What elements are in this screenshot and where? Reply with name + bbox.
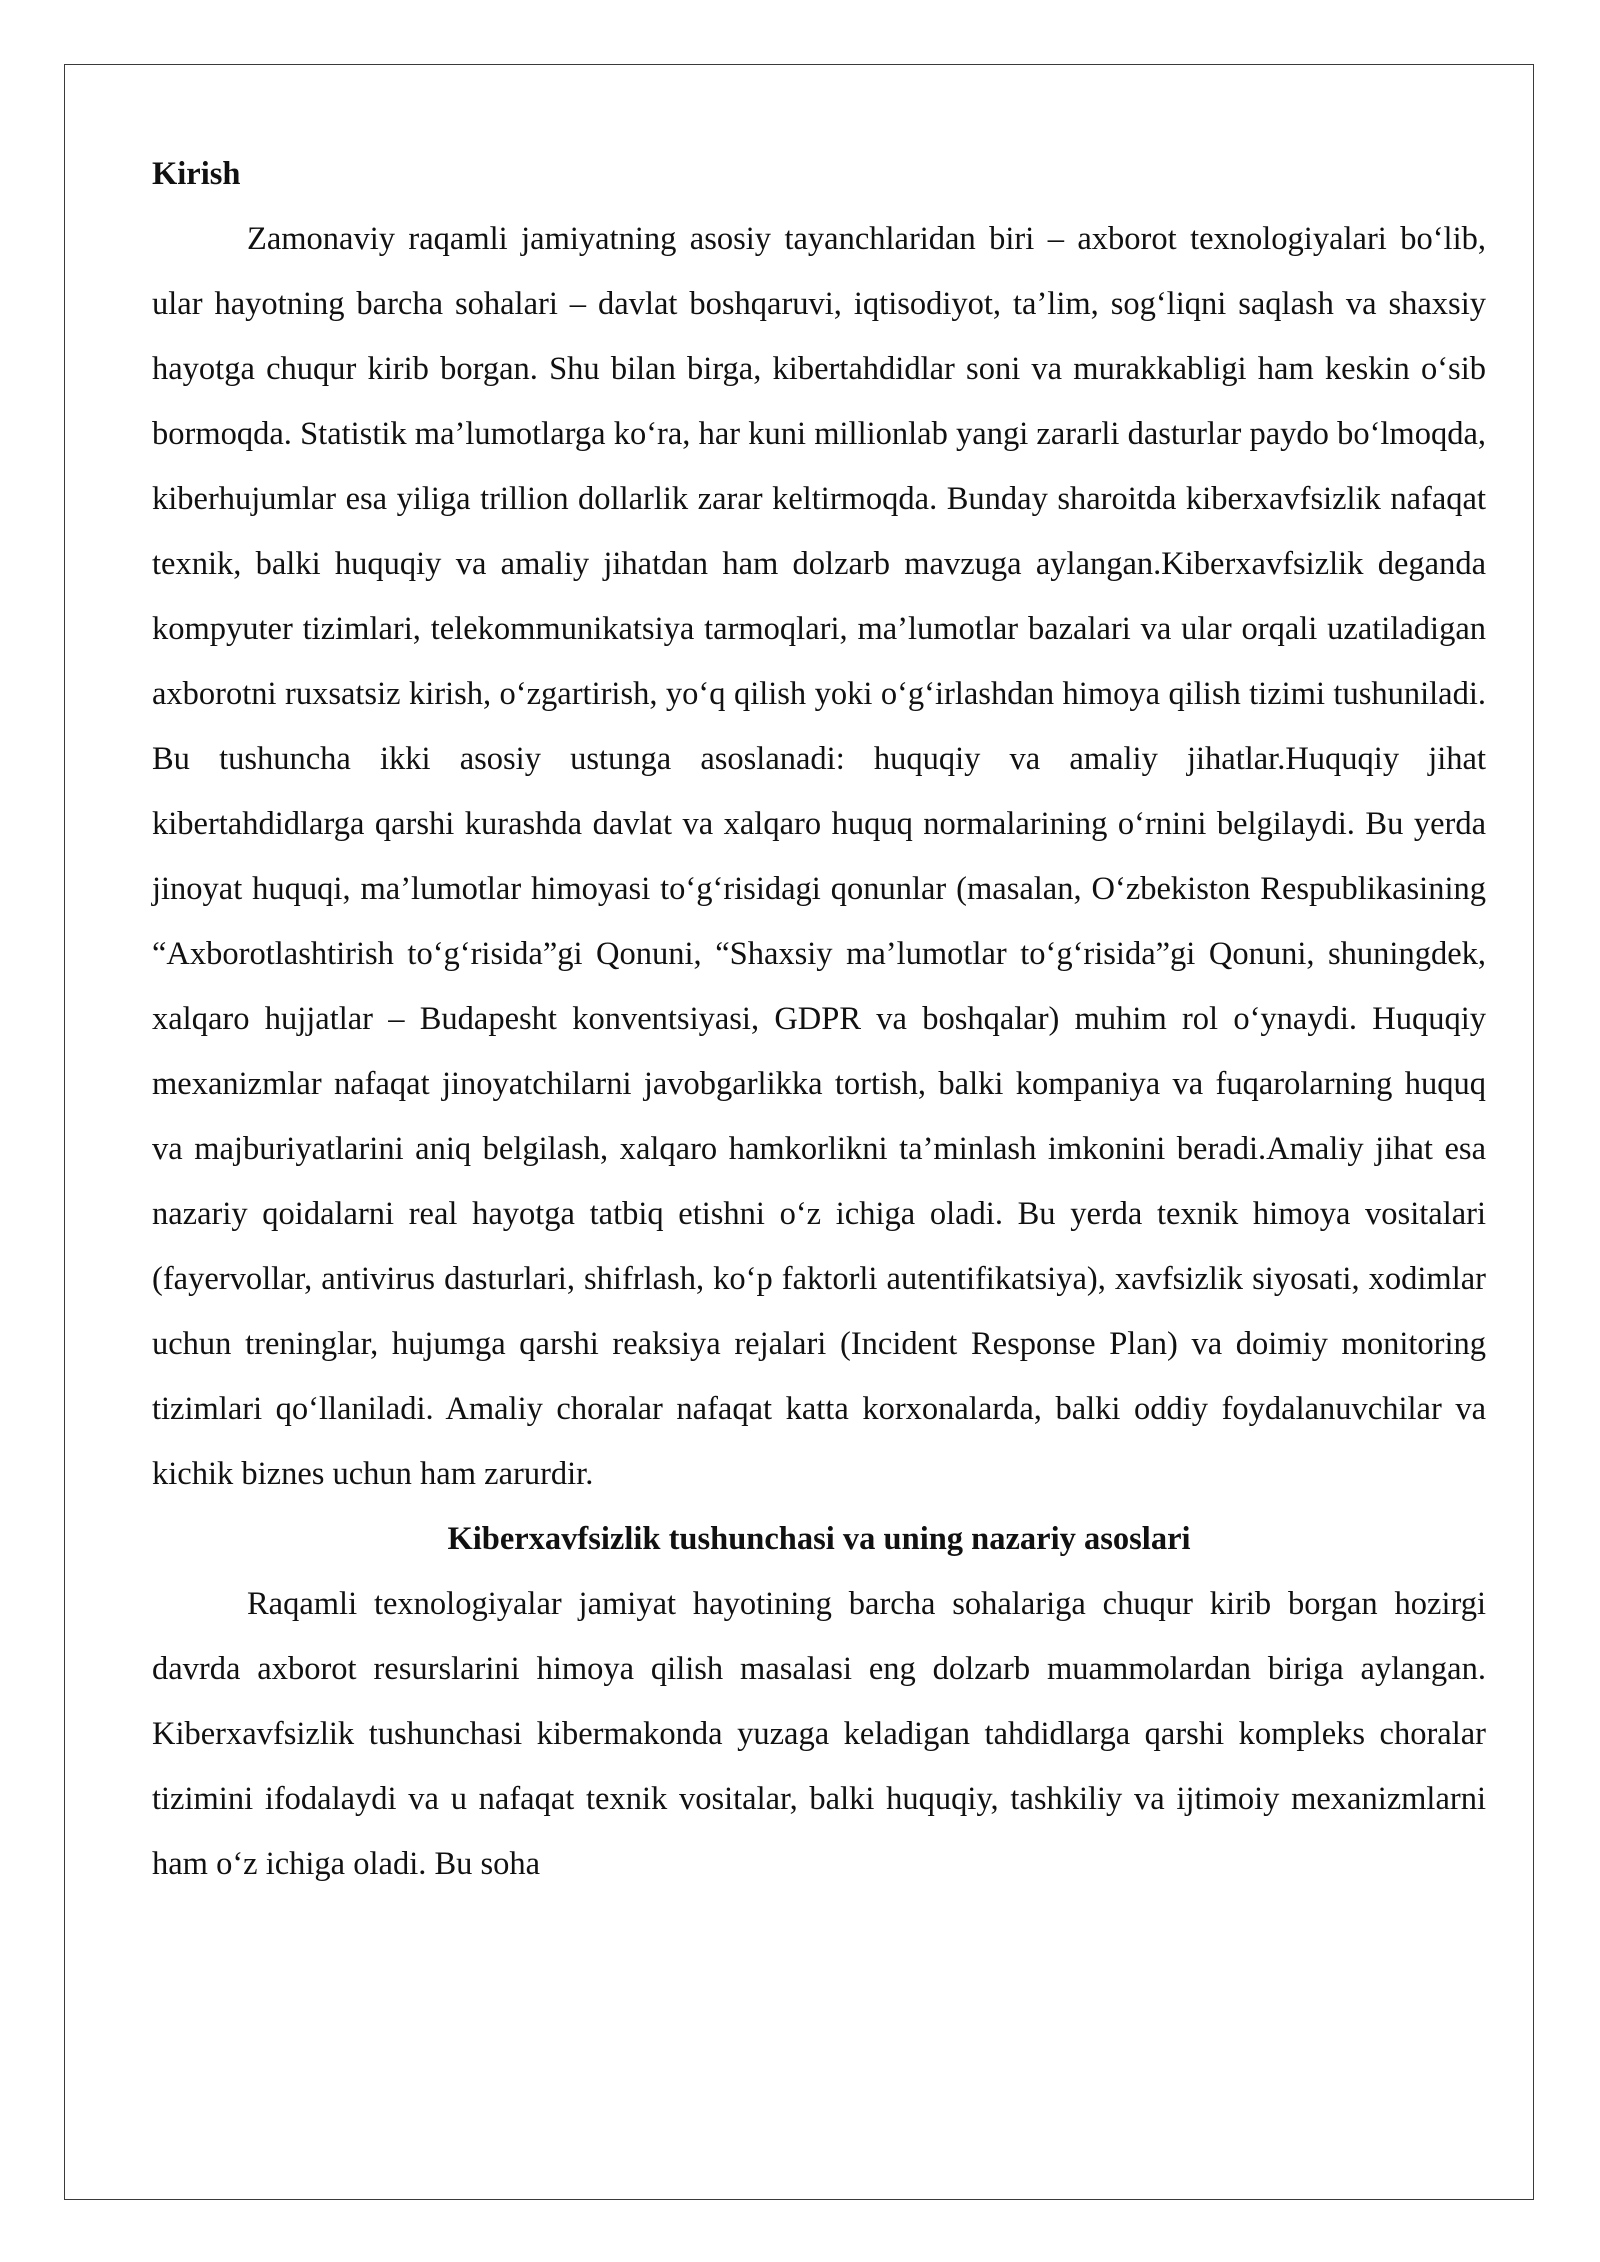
section-paragraph-theory: Raqamli texnologiyalar jamiyat hayotining barcha sohalariga chuqur kirib borgan hozirgi davrda axborot resurslarini himoya qilish masalasi eng dolzarb muammolardan biriga aylangan. Kiberxavfsizlik tushunchasi kibermakonda yuzaga keladigan tahdidlarga qarshi kompleks choralar tizimini ifodalaydi va u nafaqat texnik vositalar, balki huquqiy, tashkiliy va ijtimoiy mexanizmlarni ham o‘z ichiga oladi. Bu soha bbox=[152, 1586, 1486, 1882]
document-body bbox=[152, 142, 1486, 1897]
section-paragraph-kirish: Zamonaviy raqamli jamiyatning asosiy tayanchlaridan biri – axborot texnologiyalari bo‘lib, ular hayotning barcha sohalari – davlat boshqaruvi, iqtisodiyot, ta’lim, sog‘liqni saqlash va shaxsiy hayotga chuqur kirib borgan. Shu bilan birga, kibertahdidlar soni va murakkabligi ham keskin o‘sib bormoqda. Statistik ma’lumotlarga ko‘ra, har kuni millionlab yangi zararli dasturlar paydo bo‘lmoqda, kiberhujumlar esa yiliga trillion dollarlik zarar keltirmoqda. Bunday sharoitda kiberxavfsizlik nafaqat texnik, balki huquqiy va amaliy jihatdan ham dolzarb mavzuga aylangan.Kiberxavfsizlik deganda kompyuter tizimlari, telekommunikatsiya tarmoqlari, ma’lumotlar bazalari va ular orqali uzatiladigan axborotni ruxsatsiz kirish, o‘zgartirish, yo‘q qilish yoki o‘g‘irlashdan himoya qilish tizimi tushuniladi. Bu tushuncha ikki asosiy ustunga asoslanadi: huquqiy va amaliy jihatlar.Huquqiy jihat kibertahdidlarga qarshi kurashda davlat va xalqaro huquq normalarining o‘rnini belgilaydi. Bu yerda jinoyat huquqi, ma’lumotlar himoyasi to‘g‘risidagi qonunlar (masalan, O‘zbekiston Respublikasining “Axborotlashtirish to‘g‘risida”gi Qonuni, “Shaxsiy ma’lumotlar to‘g‘risida”gi Qonuni, shuningdek, xalqaro hujjatlar – Budapesht konventsiyasi, GDPR va boshqalar) muhim rol o‘ynaydi. Huquqiy mexanizmlar nafaqat jinoyatchilarni javobgarlikka tortish, balki kompaniya va fuqarolarning huquq va majburiyatlarini aniq belgilash, xalqaro hamkorlikni ta’minlash imkonini beradi.Amaliy jihat esa nazariy qoidalarni real hayotga tatbiq etishni o‘z ichiga oladi. Bu yerda texnik himoya vositalari (fayervollar, antivirus dasturlari, shifrlash, ko‘p faktorli autentifikatsiya), xavfsizlik siyosati, xodimlar uchun treninglar, hujumga qarshi reaksiya rejalari (Incident Response Plan) va doimiy monitoring tizimlari qo‘llaniladi. Amaliy choralar nafaqat katta korxonalarda, balki oddiy foydalanuvchilar va kichik biznes uchun ham zarurdir. bbox=[152, 221, 1486, 1492]
section-heading-kirish: Kirish bbox=[152, 156, 241, 192]
section-heading-theory: Kiberxavfsizlik tushunchasi va uning nazariy asoslari bbox=[447, 1521, 1191, 1557]
